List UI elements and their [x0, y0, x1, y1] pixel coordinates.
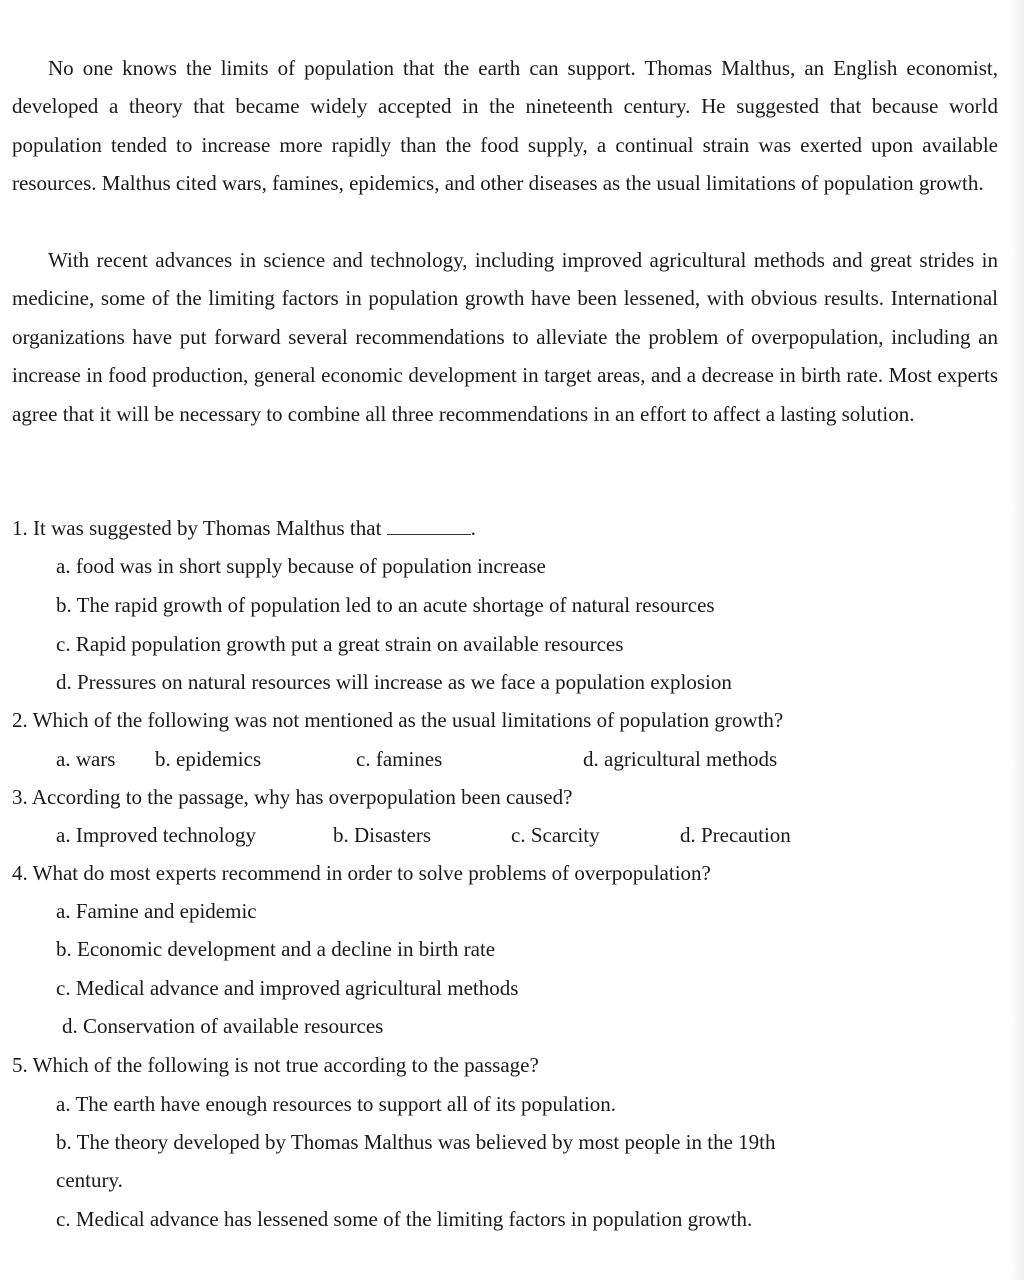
q5-option-b-line-2: century. [56, 1168, 123, 1192]
q1-option-d: d. Pressures on natural resources will increase as we face a population explosion [56, 670, 732, 694]
q2-option-a: a. wars [56, 747, 116, 771]
q2-option-d: d. agricultural methods [583, 747, 778, 771]
q5-option-b-line-1: b. The theory developed by Thomas Malthus was believed by most people in the 19th [56, 1130, 776, 1154]
q1-option-c: c. Rapid population growth put a great strain on available resources [56, 632, 624, 656]
q3-option-b: b. Disasters [333, 823, 431, 847]
passage-paragraph-1: No one knows the limits of population that the earth can support. Thomas Malthus, an English economist, developed a theory that became widely accepted in the nineteenth century. He suggested that because world population tended to increase more rapidly than the food supply, a continual strain was exerted upon available resources. Malthus cited wars, famines, epidemics, and other diseases as the usual limitations of population growth. [12, 56, 998, 196]
q2-option-c: c. famines [356, 747, 443, 771]
q4-option-a: a. Famine and epidemic [56, 899, 257, 923]
question-3-stem: 3. According to the passage, why has overpopulation been caused? [12, 785, 573, 809]
question-5-stem: 5. Which of the following is not true according to the passage? [12, 1053, 539, 1077]
q4-option-b: b. Economic development and a decline in birth rate [56, 937, 496, 961]
question-2-stem: 2. Which of the following was not mentioned as the usual limitations of population growth? [12, 708, 784, 732]
q4-option-d: d. Conservation of available resources [62, 1014, 384, 1038]
q4-option-c: c. Medical advance and improved agricultural methods [56, 976, 519, 1000]
question-1-period: . [470, 516, 476, 540]
q5-option-c: c. Medical advance has lessened some of the limiting factors in population growth. [56, 1207, 753, 1231]
passage-paragraph-2: With recent advances in science and technology, including improved agricultural methods and great strides in medicine, some of the limiting factors in population growth have been lessened, with obvious results. International organizations have put forward several recommendations to alleviate the problem of overpopulation, including an increase in food production, general economic development in target areas, and a decrease in birth rate. Most experts agree that it will be necessary to combine all three recommendations in an effort to affect a lasting solution. [12, 248, 998, 426]
q1-option-a: a. food was in short supply because of population increase [56, 554, 546, 578]
question-1-stem [12, 516, 476, 540]
question-1-text: 1. It was suggested by Thomas Malthus that [12, 516, 382, 540]
q3-option-d: d. Precaution [680, 823, 791, 847]
question-4-stem: 4. What do most experts recommend in order to solve problems of overpopulation? [12, 861, 711, 885]
answer-blank [387, 516, 471, 535]
q3-option-a: a. Improved technology [56, 823, 257, 847]
q2-option-b: b. epidemics [155, 747, 262, 771]
q1-option-b: b. The rapid growth of population led to an acute shortage of natural resources [56, 593, 715, 617]
q3-option-c: c. Scarcity [511, 823, 600, 847]
q5-option-a: a. The earth have enough resources to support all of its population. [56, 1092, 617, 1116]
page-edge-shadow [1010, 0, 1024, 1280]
